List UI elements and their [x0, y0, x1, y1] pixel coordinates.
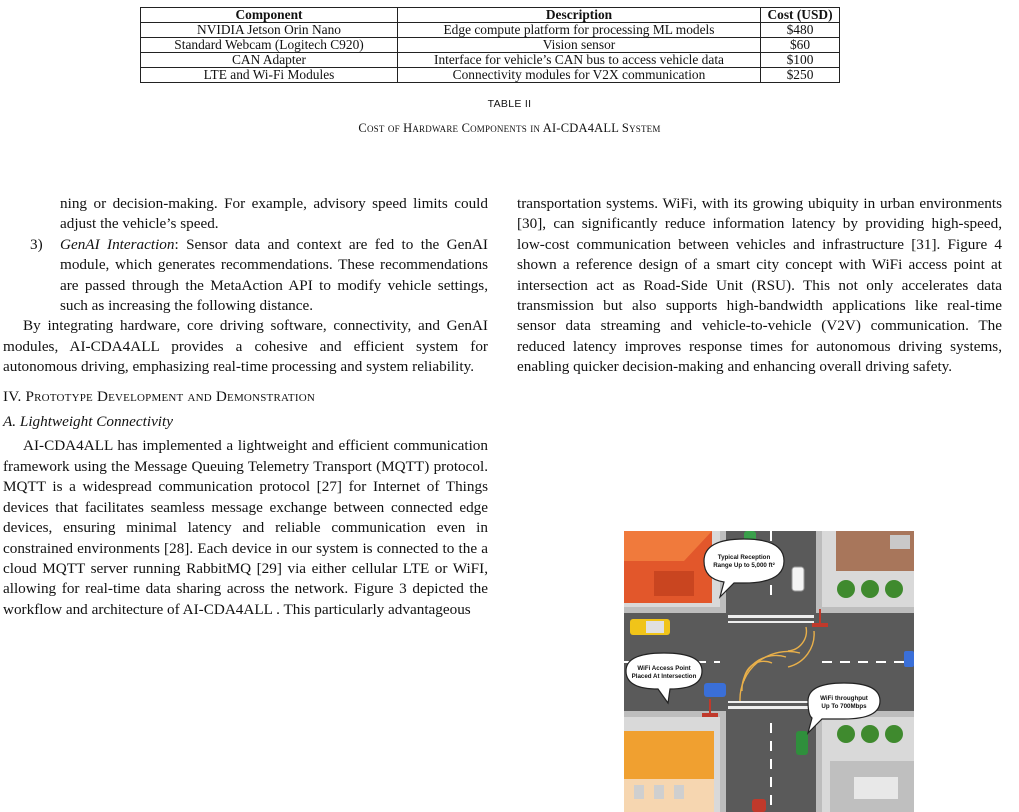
intersection-illustration: [624, 531, 914, 812]
table-cell: Interface for vehicle’s CAN bus to access vehicle data: [398, 53, 761, 68]
smart-intersection-figure: [624, 531, 914, 812]
bubble-reception-line1: Typical Reception: [717, 554, 771, 561]
hardware-cost-table: [140, 7, 840, 83]
bubble-tp-line1: WiFi throughput: [820, 695, 868, 702]
table-header-row: [141, 8, 840, 23]
list-item-3: [3, 235, 488, 317]
list-item-text: : Sensor data and context are fed to the GenAI module, which generates recommendations. These recommendations are passed through the MetaAction API to modify vehicle settings, such as increasing the following distance.: [60, 235, 488, 315]
list-item-term: GenAI Interaction: [60, 235, 175, 253]
table-caption-title: Cost of Hardware Components in AI-CDA4ALL System: [358, 121, 661, 135]
header-component: Component: [141, 8, 398, 23]
bubble-tp-line2: Up To 700Mbps: [821, 703, 867, 710]
subsection-heading: A. Lightweight Connectivity: [3, 413, 173, 431]
left-column: [3, 194, 488, 620]
table-cell: $250: [761, 68, 840, 83]
table-cell: Edge compute platform for processing ML models: [398, 23, 761, 38]
table-row: [141, 38, 840, 53]
table-cell: $480: [761, 23, 840, 38]
table-cell: Vision sensor: [398, 38, 761, 53]
table-cell: CAN Adapter: [141, 53, 398, 68]
header-description: Description: [398, 8, 761, 23]
table-cell: LTE and Wi-Fi Modules: [141, 68, 398, 83]
bubble-ap-line2: Placed At Intersection: [631, 673, 697, 680]
right-column: [517, 194, 1002, 378]
header-cost: Cost (USD): [761, 8, 840, 23]
body-paragraph: AI-CDA4ALL has implemented a lightweight and efficient communication framework using the Message Queuing Telemetry Transport (MQTT) protocol. MQTT is a widespread communication protocol [27] for Internet of Things devices that facilitates seamless message exchange between connected edge devices, ensuring minimal latency and reliable communication even in constrained environments [28]. Each device in our system is connected to the a cloud MQTT server running RabbitMQ [29] via either cellular LTE or WiFI, allowing for real-time data sharing across the network. Figure 3 depicted the workflow and architecture of AI-CDA4ALL . This particularly advantageous: [3, 437, 488, 618]
section-heading: IV. Prototype Development and Demonstration: [3, 387, 315, 405]
table-cell: Standard Webcam (Logitech C920): [141, 38, 398, 53]
list-number: 3): [30, 235, 43, 253]
bubble-reception-line2: Range Up to 5,000 ft²: [713, 562, 775, 569]
table-cell: $60: [761, 38, 840, 53]
table-row: [141, 23, 840, 38]
body-paragraph: transportation systems. WiFi, with its growing ubiquity in urban environments [30], can significantly reduce information latency by providing high-speed, low-cost communication between vehicles and infrastructure [31]. Figure 4 shown a reference design of a smart city concept with WiFi access point at intersection act as Road-Side Unit (RSU). This not only accelerates data transmission but also supports high-bandwidth applications like real-time sensor data streaming and vehicle-to-vehicle (V2V) communication. The reduced latency improves response times for autonomous driving systems, enabling quicker decision-making and enhancing overall driving safety.: [517, 195, 1002, 376]
list-item-continuation: ning or decision-making. For example, advisory speed limits could adjust the vehicle’s speed.: [60, 195, 488, 233]
table-cell: NVIDIA Jetson Orin Nano: [141, 23, 398, 38]
bubble-ap-line1: WiFi Access Point: [637, 665, 691, 672]
table-caption-number: TABLE II: [487, 98, 532, 110]
table-cell: $100: [761, 53, 840, 68]
table-row: [141, 68, 840, 83]
body-paragraph: By integrating hardware, core driving software, connectivity, and GenAI modules, AI-CDA4ALL provides a cohesive and efficient system for autonomous driving, emphasizing real-time processing and system reliability.: [3, 317, 488, 376]
table-row: [141, 53, 840, 68]
table-cell: Connectivity modules for V2X communication: [398, 68, 761, 83]
